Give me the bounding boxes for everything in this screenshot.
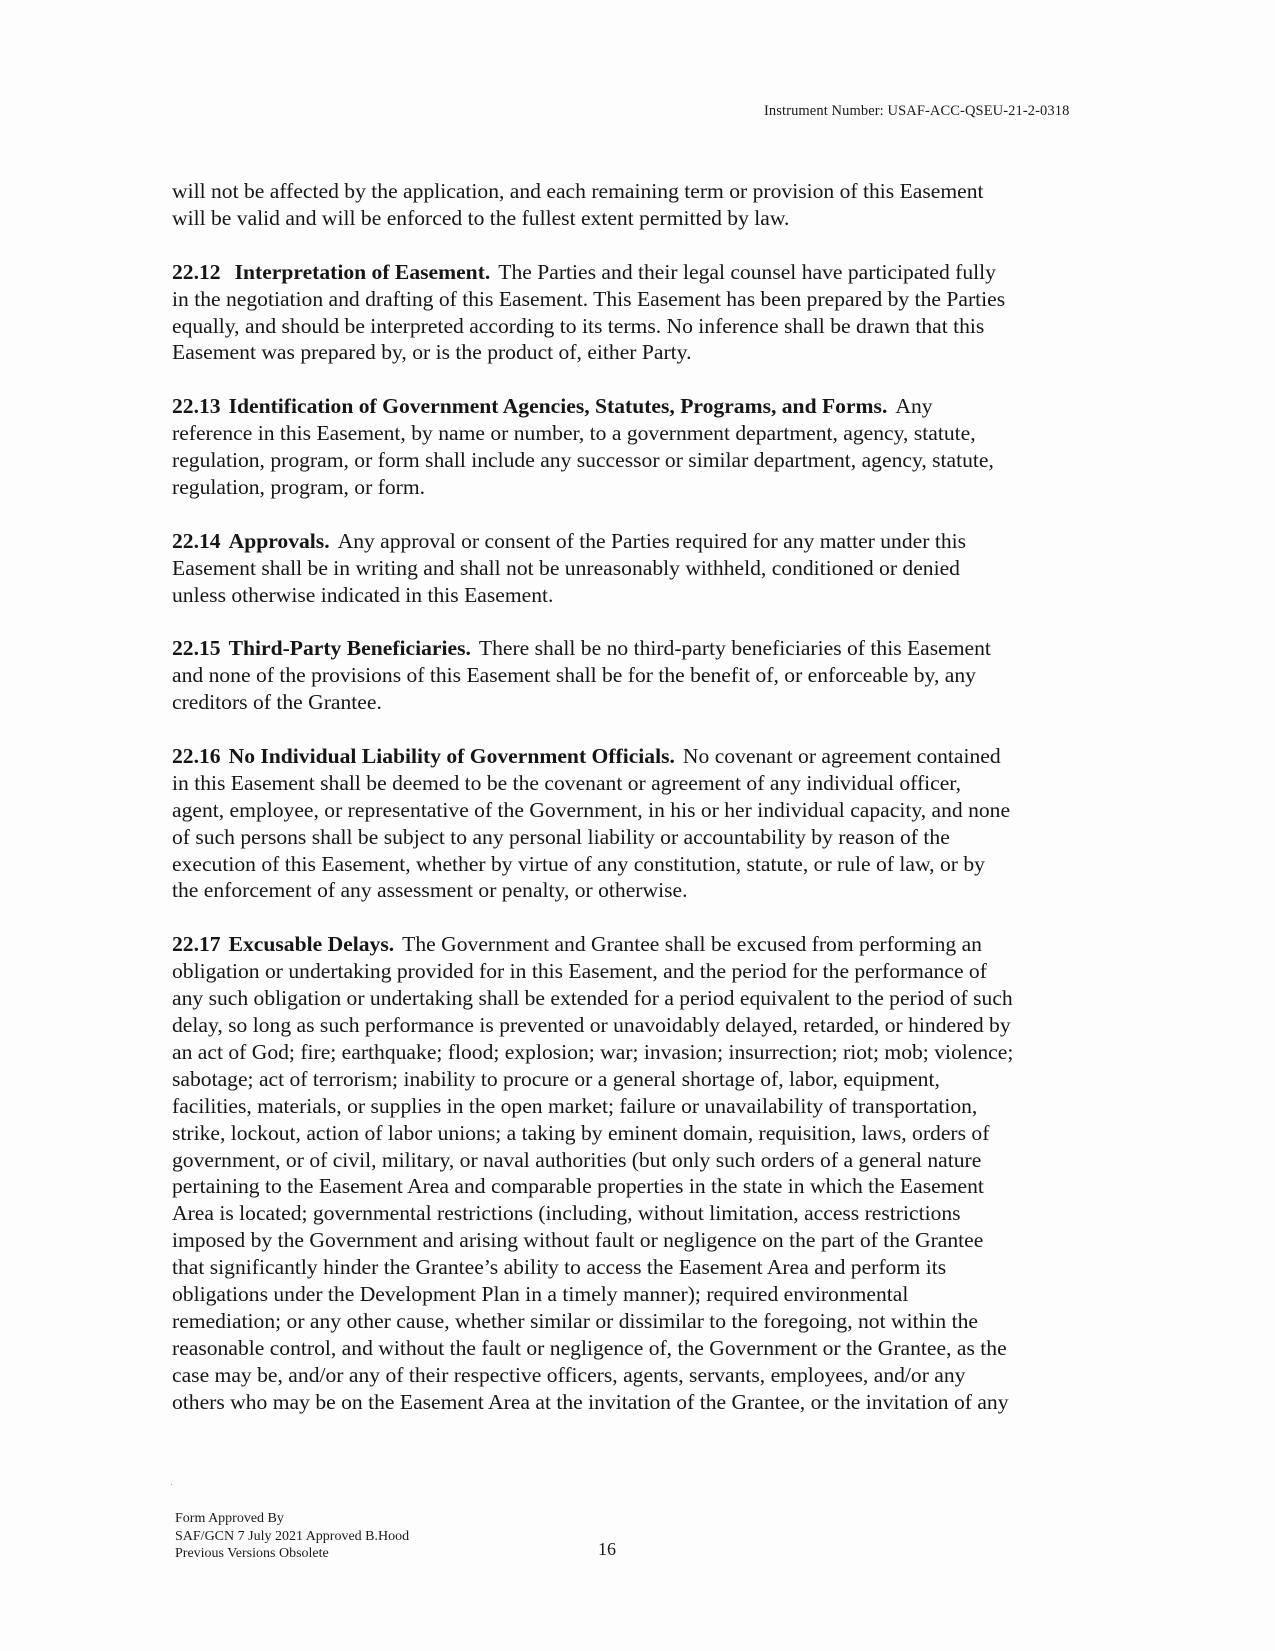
scan-speck (171, 1484, 172, 1485)
text-line: reasonable control, and without the fault or negligence of, the Government or the Grantee, as the (172, 1335, 1007, 1360)
text-line: regulation, program, or form. (172, 474, 426, 499)
text-line: execution of this Easement, whether by virtue of any constitution, statute, or rule of law, or by (172, 851, 985, 876)
text-line: obligations under the Development Plan in a timely manner); required environmental (172, 1282, 909, 1307)
section-22-16 (172, 743, 1112, 904)
section-text: There shall be no third-party beneficiaries of this Easement (478, 636, 991, 661)
text-line: Easement was prepared by, or is the product of, either Party. (172, 340, 692, 365)
section-number: 22.13 (172, 394, 221, 419)
text-line: obligation or undertaking provided for in this Easement, and the period for the performance of (172, 959, 987, 984)
text-line: Area is located; governmental restrictions (including, without limitation, access restrictions (172, 1201, 961, 1226)
section-title: Third-Party Beneficiaries. (228, 636, 471, 661)
section-number: 22.14 (172, 528, 221, 553)
text-line: that significantly hinder the Grantee’s ability to access the Easement Area and perform its (172, 1255, 947, 1280)
section-22-12 (172, 259, 1112, 367)
page-number: 16 (598, 1539, 616, 1559)
section-title: No Individual Liability of Government Officials. (228, 743, 675, 768)
section-text: Any (895, 394, 933, 419)
section-22-13 (172, 393, 1112, 501)
text-line: strike, lockout, action of labor unions; a taking by eminent domain, requisition, laws, orders of (172, 1120, 990, 1145)
text-line: imposed by the Government and arising without fault or negligence on the part of the Grantee (172, 1228, 984, 1253)
text-line: sabotage; act of terrorism; inability to procure or a general shortage of, labor, equipment, (172, 1066, 940, 1091)
text-line: of such persons shall be subject to any personal liability or accountability by reason of the (172, 824, 950, 849)
text-line: the enforcement of any assessment or penalty, or otherwise. (172, 878, 688, 903)
text-line: will not be affected by the application, and each remaining term or provision of this Easement (172, 179, 984, 203)
text-line: facilities, materials, or supplies in the open market; failure or unavailability of transportation, (172, 1093, 978, 1118)
instrument-number-header: Instrument Number: USAF-ACC-QSEU-21-2-0318 (764, 103, 1070, 119)
section-number: 22.16 (172, 743, 221, 768)
text-line: pertaining to the Easement Area and comparable properties in the state in which the Easement (172, 1174, 984, 1199)
section-22-14 (172, 528, 1112, 609)
section-text: No covenant or agreement contained (682, 743, 1001, 768)
text-line: any such obligation or undertaking shall be extended for a period equivalent to the period of such (172, 986, 1013, 1011)
text-line: regulation, program, or form shall include any successor or similar department, agency, statute, (172, 448, 994, 473)
section-22-15 (172, 635, 1112, 716)
text-line: an act of God; fire; earthquake; flood; explosion; war; invasion; insurrection; riot; mob; violence; (172, 1039, 1014, 1064)
footer-line: Form Approved By (175, 1511, 284, 1526)
text-line: government, or of civil, military, or naval authorities (but only such orders of a general nature (172, 1147, 982, 1172)
text-line: Easement shall be in writing and shall not be unreasonably withheld, conditioned or denied (172, 555, 960, 580)
text-line: unless otherwise indicated in this Easement. (172, 582, 554, 607)
text-line: delay, so long as such performance is prevented or unavoidably delayed, retarded, or hindered by (172, 1013, 1011, 1037)
text-line: reference in this Easement, by name or number, to a government department, agency, statute, (172, 421, 976, 446)
continuation-paragraph (172, 178, 1112, 232)
section-number: 22.12 (172, 259, 221, 284)
section-text: The Government and Grantee shall be excused from performing an (402, 932, 982, 957)
section-number: 22.17 (172, 932, 221, 957)
section-text: The Parties and their legal counsel have participated fully (498, 259, 996, 284)
section-title: Approvals. (228, 528, 330, 553)
section-number: 22.15 (172, 636, 221, 661)
footer-line: SAF/GCN 7 July 2021 Approved B.Hood (175, 1528, 410, 1544)
section-22-17 (172, 931, 1112, 1415)
form-approval-footer (175, 1510, 409, 1563)
section-title: Identification of Government Agencies, Statutes, Programs, and Forms. (228, 394, 888, 419)
text-line: in this Easement shall be deemed to be the covenant or agreement of any individual officer, (172, 770, 962, 795)
section-title: Interpretation of Easement. (234, 259, 491, 284)
text-line: agent, employee, or representative of the Government, in his or her individual capacity, and none (172, 797, 1011, 822)
text-line: case may be, and/or any of their respective officers, agents, servants, employees, and/or any (172, 1362, 966, 1387)
footer-line: Previous Versions Obsolete (175, 1546, 329, 1561)
text-line: and none of the provisions of this Easement shall be for the benefit of, or enforceable by, any (172, 663, 976, 688)
text-line: equally, and should be interpreted according to its terms. No inference shall be drawn that this (172, 313, 985, 338)
section-title: Excusable Delays. (228, 932, 395, 957)
document-body (172, 178, 1112, 1416)
text-line: others who may be on the Easement Area at the invitation of the Grantee, or the invitation of any (172, 1389, 1009, 1414)
text-line: in the negotiation and drafting of this Easement. This Easement has been prepared by the Parties (172, 286, 1006, 311)
section-text: Any approval or consent of the Parties required for any matter under this (337, 528, 967, 553)
text-line: remediation; or any other cause, whether similar or dissimilar to the foregoing, not within the (172, 1308, 978, 1333)
text-line: will be valid and will be enforced to the fullest extent permitted by law. (172, 205, 790, 230)
text-line: creditors of the Grantee. (172, 690, 382, 715)
